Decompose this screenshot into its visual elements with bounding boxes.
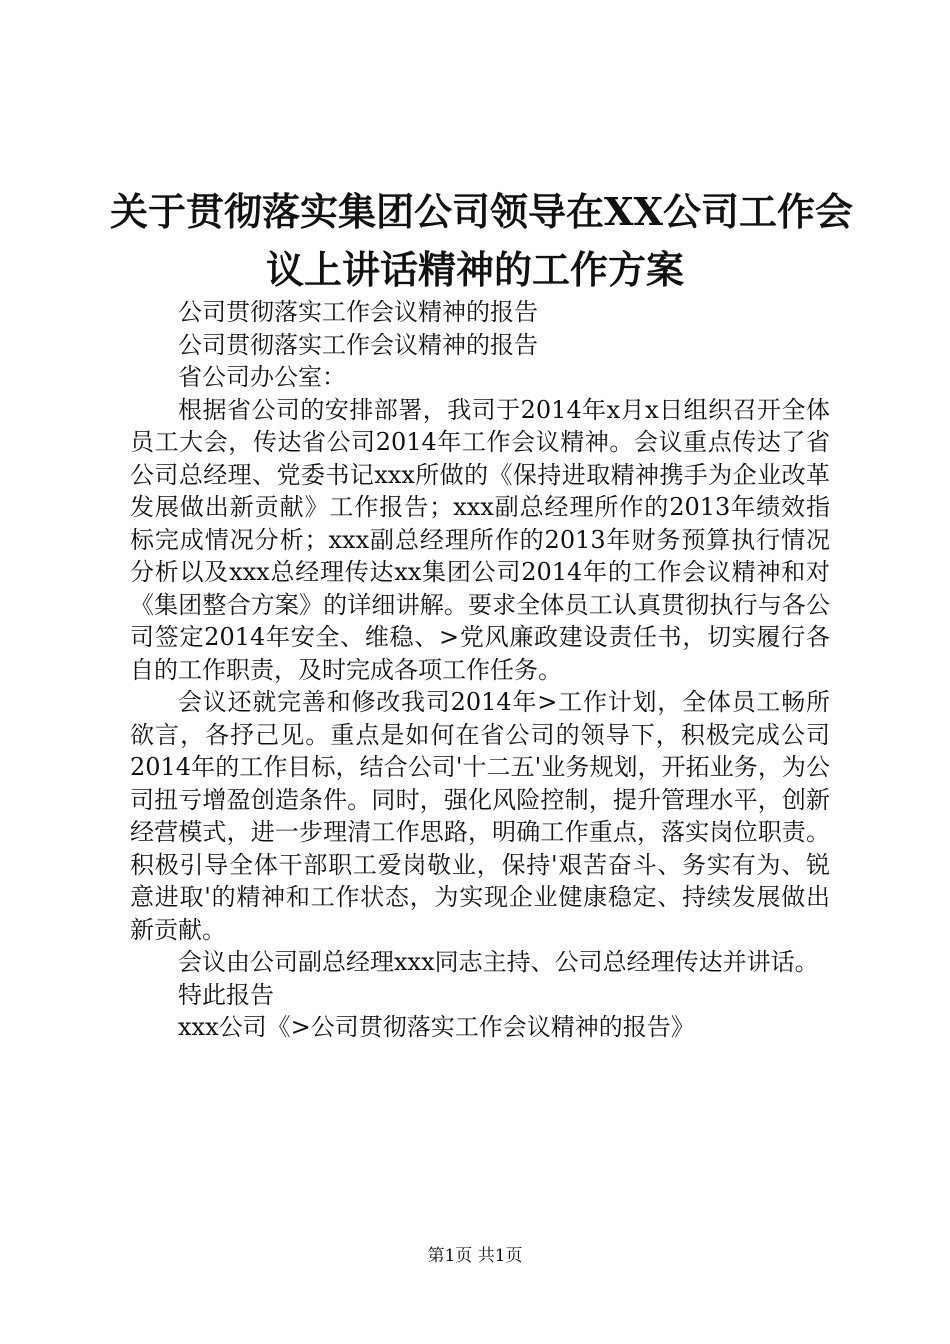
paragraph-meeting-host: 会议由公司副总经理xxx同志主持、公司总经理传达并讲话。: [178, 948, 819, 976]
paragraph-work-plan: 会议还就完善和修改我司2014年>工作计划，全体员工畅所欲言，各抒己见。重点是如何在省公司的领导下，积极完成公司2014年的工作目标，结合公司'十二五'业务规划，开拓业务，为公司扭亏增盈创造条件。同时，强化风险控制，提升管理水平，创新经营模式，进一步理清工作思路，明确工作重点，落实岗位职责。积极引导全体干部职工爱岗敬业，保持'艰苦奋斗、务实有为、锐意进取'的精神和工作状态，为实现企业健康稳定、持续发展做出新贡献。: [130, 688, 830, 944]
paragraph-signature: xxx公司《>公司贯彻落实工作会议精神的报告》: [178, 1013, 695, 1041]
document-title-line-2: 议上讲话精神的工作方案: [265, 247, 684, 292]
paragraph-subtitle-1: 公司贯彻落实工作会议精神的报告: [178, 298, 538, 326]
document-title-line-1: 关于贯彻落实集团公司领导在XX公司工作会: [110, 189, 853, 234]
paragraph-subtitle-2: 公司贯彻落实工作会议精神的报告: [178, 330, 538, 359]
paragraph-meeting-summary: 根据省公司的安排部署，我司于2014年x月x日组织召开全体员工大会，传达省公司2014年工作会议精神。会议重点传达了省公司总经理、党委书记xxx所做的《保持进取精神携手为企业改革发展做出新贡献》工作报告；xxx副总经理所作的2013年绩效指标完成情况分析；xxx副总经理所作的2013年财务预算执行情况分析以及xxx总经理传达xx集团公司2014年的工作会议精神和对《集团整合方案》的详细讲解。要求全体员工认真贯彻执行与各公司签定2014年安全、维稳、>党风廉政建设责任书，切实履行各自的工作职责，及时完成各项工作任务。: [130, 395, 830, 684]
page-footer: 第1页 共1页: [427, 1246, 523, 1266]
document-body: [130, 296, 830, 1044]
paragraph-closing: 特此报告: [178, 980, 274, 1009]
paragraph-salutation: 省公司办公室：: [178, 363, 346, 391]
